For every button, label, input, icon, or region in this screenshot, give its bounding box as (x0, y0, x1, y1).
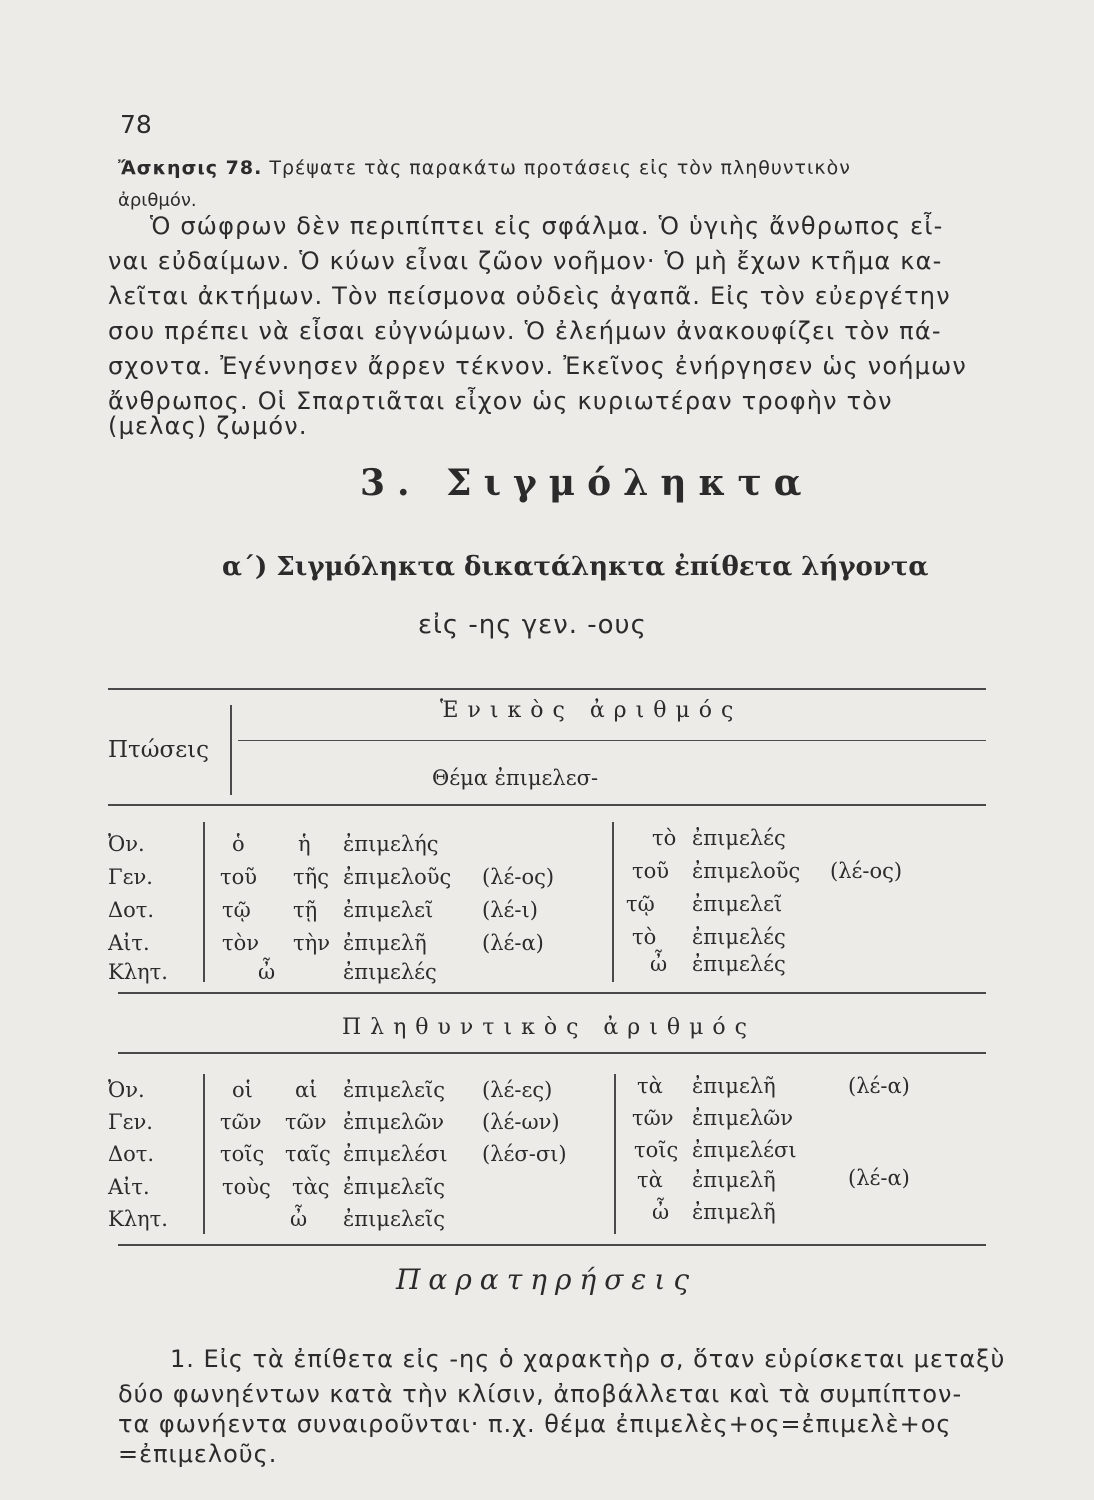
neuter-form: ἐπιμελῆ (692, 1200, 776, 1224)
note-line: τα φωνήεντα συναιροῦνται· π.χ. θέμα ἐπιμελὲς+ος=ἐπιμελὲ+ος (118, 1410, 952, 1438)
fem-article: αἱ (295, 1078, 318, 1102)
masc-article: τοῖς (220, 1142, 265, 1166)
exercise-line: ναι εὐδαίμων. Ὁ κύων εἶναι ζῶον νοῆμον· Ὁ μὴ ἔχων κτῆμα κα- (108, 247, 943, 275)
exercise-line: Ὁ σώφρων δὲν περιπίπτει εἰς σφάλμα. Ὁ ὑγιὴς ἄνθρωπος εἶ- (150, 212, 944, 240)
subsection-title-ending: εἰς -ης γεν. -ους (418, 610, 647, 640)
masc-article: τῷ (222, 898, 251, 922)
row-divider (203, 1074, 205, 1234)
adjective-form: ἐπιμελοῦς (343, 865, 452, 889)
row-divider (614, 1074, 616, 1234)
adjective-form: ἐπιμελεῖς (343, 1078, 446, 1102)
neuter-form: ἐπιμελῶν (692, 1106, 794, 1130)
masc-article: ὦ (290, 1207, 308, 1231)
exercise-line: λεῖται ἀκτήμων. Τὸν πείσμονα οὐδεὶς ἀγαπᾶ. Εἰς τὸν εὐεργέτην (108, 282, 951, 310)
case-label: Γεν. (108, 1110, 153, 1134)
fem-article: τῆς (293, 865, 329, 889)
ending-note: (λέ-ος) (482, 865, 555, 889)
neuter-article: τοῦ (632, 859, 670, 883)
cases-header: Πτώσεις (108, 737, 210, 763)
case-label: Δοτ. (108, 898, 155, 922)
ending-note: (λέ-ι) (482, 898, 538, 922)
fem-article: τῇ (293, 898, 318, 922)
case-label: Γεν. (108, 865, 153, 889)
neuter-form: ἐπιμελῆ (692, 1074, 776, 1098)
note-line: δύο φωνηέντων κατὰ τὴν κλίσιν, ἀποβάλλεται καὶ τὰ συμπίπτον- (118, 1380, 963, 1408)
ending-note: (λέσ-σι) (482, 1142, 567, 1166)
neuter-form: ἐπιμελές (692, 826, 786, 850)
neuter-form: ἐπιμελές (692, 925, 786, 949)
neuter-article: τὰ (637, 1168, 663, 1192)
exercise-heading (118, 157, 851, 179)
case-label: Κλητ. (108, 1207, 168, 1231)
adjective-form: ἐπιμελέσι (343, 1142, 448, 1166)
case-label: Αἰτ. (108, 931, 150, 955)
neuter-form: ἐπιμελῆ (692, 1168, 776, 1192)
case-label: Ὀν. (108, 1078, 145, 1102)
stem-header: Θέμα ἐπιμελεσ- (432, 766, 599, 790)
neuter-form: ἐπιμελέσι (692, 1138, 797, 1162)
exercise-line: σου πρέπει νὰ εἶσαι εὐγνώμων. Ὁ ἐλεήμων ἀνακουφίζει τὸν πά- (108, 317, 942, 345)
masc-article: τοῦ (220, 865, 258, 889)
table-rule (108, 804, 986, 806)
table-rule (108, 688, 986, 690)
case-label: Κλητ. (108, 960, 168, 984)
singular-header: Ἑνικὸς ἀριθμός (440, 698, 743, 723)
adjective-form: ἐπιμελεῖ (343, 898, 434, 922)
table-rule (118, 1052, 986, 1054)
neuter-article: τῷ (626, 892, 655, 916)
masc-article: ὦ (258, 960, 276, 984)
neuter-form: ἐπιμελοῦς (692, 859, 801, 883)
table-divider (230, 705, 232, 795)
page-number: 78 (120, 110, 152, 139)
neuter-article: ὦ (650, 952, 668, 976)
neuter-ending: (λέ-α) (848, 1166, 910, 1190)
section-title: 3. Σιγμόληκτα (360, 462, 814, 504)
exercise-line: (μελας) ζωμόν. (108, 412, 308, 440)
subsection-title: α΄) Σιγμόληκτα δικατάληκτα ἐπίθετα λήγοντα (222, 552, 929, 582)
row-divider (612, 822, 614, 982)
adjective-form: ἐπιμελεῖς (343, 1175, 446, 1199)
fem-article: τὴν (293, 931, 330, 955)
adjective-form: ἐπιμελῶν (343, 1110, 445, 1134)
neuter-article: τῶν (632, 1106, 674, 1130)
case-label: Ὀν. (108, 832, 145, 856)
exercise-instruction: Τρέψατε τὰς παρακάτω προτάσεις εἰς τὸν πληθυντικὸν (269, 157, 851, 179)
neuter-article: τὰ (637, 1074, 663, 1098)
exercise-label: Ἄσκησις 78. (118, 157, 263, 179)
masc-article: ὁ (232, 832, 245, 856)
masc-article: τῶν (220, 1110, 262, 1134)
masc-article: οἱ (232, 1078, 253, 1102)
fem-article: ἡ (298, 832, 311, 856)
fem-article: τὰς (292, 1175, 330, 1199)
notes-title: Παρατηρήσεις (396, 1263, 697, 1296)
fem-article: τῶν (285, 1110, 327, 1134)
neuter-ending: (λέ-α) (848, 1074, 910, 1098)
masc-article: τοὺς (222, 1175, 271, 1199)
note-line: =ἐπιμελοῦς. (118, 1440, 278, 1468)
note-line: 1. Εἰς τὰ ἐπίθετα εἰς -ης ὁ χαρακτὴρ σ, ὅταν εὑρίσκεται μεταξὺ (170, 1345, 1006, 1373)
neuter-article: τὸ (652, 826, 677, 850)
ending-note: (λέ-ων) (482, 1110, 560, 1134)
case-label: Αἰτ. (108, 1175, 150, 1199)
plural-header: Πληθυντικὸς ἀριθμός (342, 1015, 756, 1040)
fem-article: ταῖς (285, 1142, 331, 1166)
exercise-instruction-cont: ἀριθμόν. (118, 190, 197, 211)
adjective-form: ἐπιμελής (343, 832, 439, 856)
ending-note: (λέ-ες) (482, 1078, 553, 1102)
table-rule (238, 740, 986, 741)
adjective-form: ἐπιμελῆ (343, 931, 427, 955)
ending-note: (λέ-α) (482, 931, 544, 955)
adjective-form: ἐπιμελές (343, 960, 437, 984)
exercise-line: σχοντα. Ἐγέννησεν ἄρρεν τέκνον. Ἐκεῖνος ἐνήργησεν ὡς νοήμων (108, 352, 968, 380)
case-label: Δοτ. (108, 1142, 155, 1166)
neuter-article: τὸ (632, 925, 657, 949)
neuter-ending: (λέ-ος) (830, 859, 903, 883)
neuter-form: ἐπιμελές (692, 952, 786, 976)
exercise-line: ἄνθρωπος. Οἱ Σπαρτιᾶται εἶχον ὡς κυριωτέραν τροφὴν τὸν (108, 387, 893, 415)
masc-article: τὸν (222, 931, 260, 955)
adjective-form: ἐπιμελεῖς (343, 1207, 446, 1231)
neuter-article: ὦ (652, 1200, 670, 1224)
row-divider (203, 822, 205, 982)
table-rule (118, 1244, 986, 1246)
table-rule (118, 992, 986, 994)
neuter-form: ἐπιμελεῖ (692, 892, 783, 916)
neuter-article: τοῖς (634, 1138, 679, 1162)
